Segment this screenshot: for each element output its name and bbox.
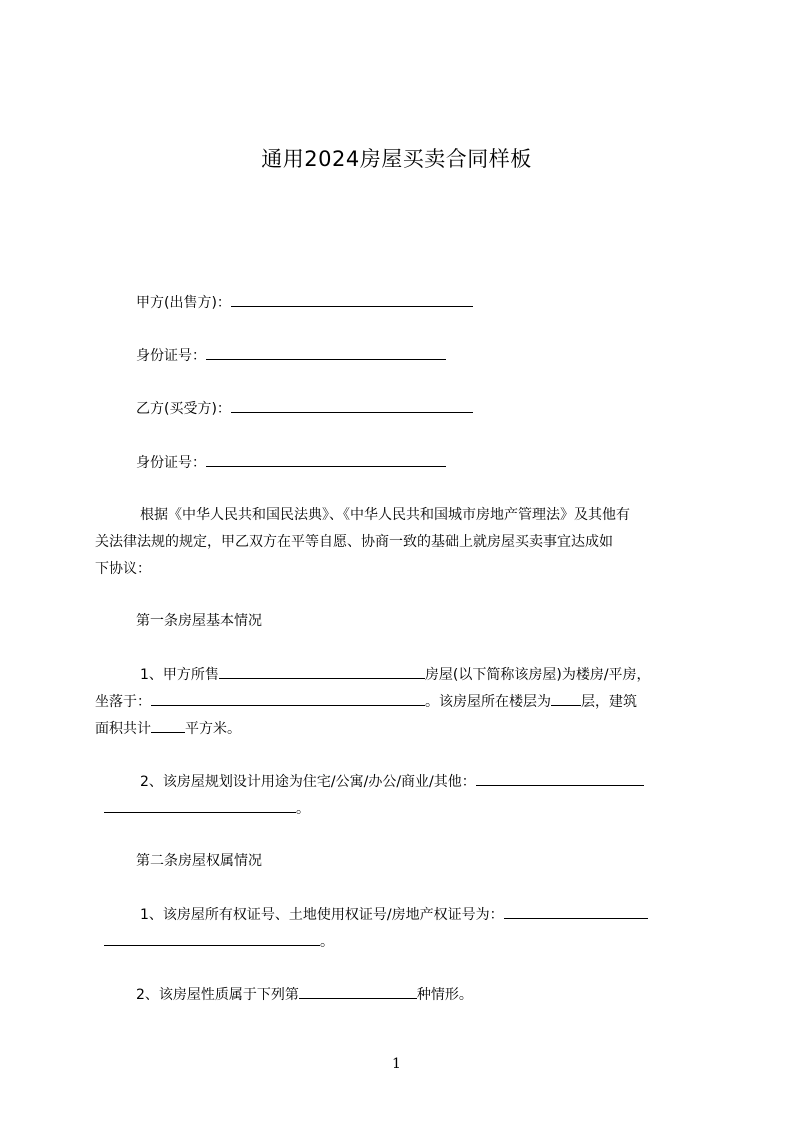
location-label: 坐落于：: [95, 694, 151, 710]
usage-suffix: 。: [296, 801, 310, 817]
seller-label: 甲方(出售方)：: [136, 295, 231, 311]
usage-blank-2: [104, 798, 296, 813]
nature-suffix: 种情形。: [416, 987, 473, 1003]
article1-item1-prefix: 1、甲方所售: [140, 667, 219, 683]
certificate-suffix: 。: [320, 934, 334, 950]
floor-suffix: 层，建筑: [581, 694, 637, 710]
usage-label: 2、该房屋规划设计用途为住宅/公寓/办公/商业/其他：: [140, 774, 476, 790]
article1-item2-line1: [140, 771, 644, 792]
buyer-blank: [231, 398, 473, 413]
article1-item1-line3: [95, 718, 241, 739]
article1-item2-line2: [104, 798, 310, 819]
article1-item1-middle: 房屋(以下简称该房屋)为楼房/平房，: [424, 667, 651, 683]
article2-item2-line: [136, 984, 473, 1005]
seller-id-line: [136, 345, 446, 366]
page-title: 通用2024房屋买卖合同样板: [261, 147, 532, 171]
article1-heading: 第一条房屋基本情况: [136, 613, 262, 629]
article2-item1-line2: [104, 931, 334, 952]
area-label: 面积共计: [95, 721, 151, 737]
article2-heading: 第二条房屋权属情况: [136, 853, 262, 869]
seller-blank: [231, 292, 473, 307]
article2-item1-line1: [140, 904, 648, 925]
buyer-id-label: 身份证号：: [136, 455, 206, 471]
seller-id-label: 身份证号：: [136, 348, 206, 364]
nature-blank: [299, 984, 417, 999]
floor-blank: [551, 691, 581, 706]
preamble-line-2: 关法律法规的规定，甲乙双方在平等自愿、协商一致的基础上就房屋买卖事宜达成如: [95, 534, 613, 550]
certificate-blank-1: [504, 904, 648, 919]
buyer-id-blank: [206, 452, 446, 467]
floor-label: 。该房屋所在楼层为: [425, 694, 551, 710]
location-blank: [151, 691, 425, 706]
seller-line: [136, 292, 473, 313]
article1-item1-line1: [140, 664, 651, 685]
buyer-line: [136, 398, 473, 419]
seller-id-blank: [206, 345, 446, 360]
buyer-label: 乙方(买受方)：: [136, 401, 231, 417]
certificate-label: 1、该房屋所有权证号、土地使用权证号/房地产权证号为：: [140, 907, 504, 923]
area-unit: 平方米。: [185, 721, 241, 737]
certificate-blank-2: [104, 931, 320, 946]
preamble-line-3: 下协议：: [95, 561, 151, 577]
property-type-blank: [219, 664, 425, 679]
page-number: 1: [392, 1056, 401, 1072]
article1-item1-line2: [95, 691, 637, 712]
area-blank: [151, 718, 185, 733]
nature-label: 2、该房屋性质属于下列第: [136, 987, 299, 1003]
usage-blank-1: [476, 771, 644, 786]
buyer-id-line: [136, 452, 446, 473]
preamble-line-1: 根据《中华人民共和国民法典》、《中华人民共和国城市房地产管理法》及其他有: [140, 507, 630, 523]
